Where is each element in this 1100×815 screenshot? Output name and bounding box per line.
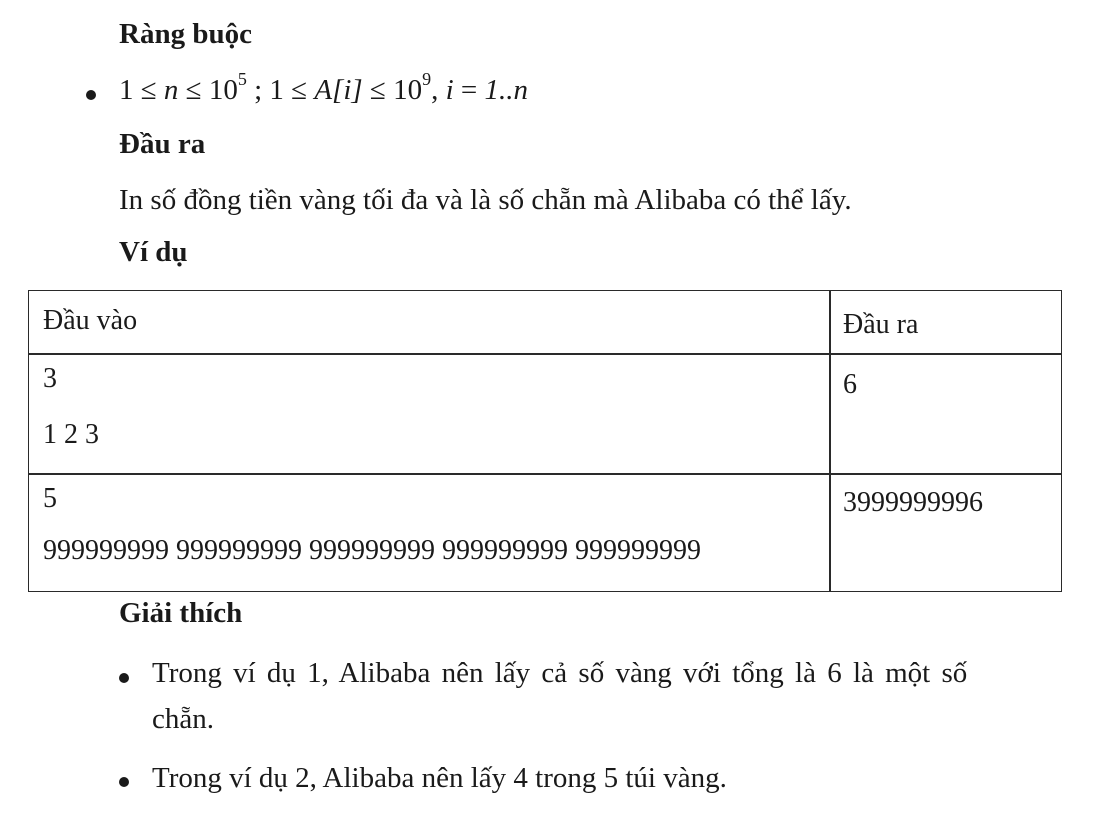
table-row-2-input-line-2: 999999999 999999999 999999999 999999999 999999999 (43, 535, 701, 566)
explanation-bullet-icon (119, 777, 129, 787)
output-description: In số đồng tiền vàng tối đa và là số chẵn mà Alibaba có thể lấy. (119, 184, 852, 216)
formula-exponent: 9 (422, 69, 432, 89)
formula-array: A[i] (314, 74, 363, 106)
table-header-input: Đầu vào (43, 305, 138, 336)
formula-part: = (453, 74, 485, 106)
constraints-bullet-icon (86, 90, 96, 100)
table-row-2-input-line-1: 5 (43, 483, 57, 514)
formula-var-i: i (445, 74, 454, 106)
explanation-item-1-line-2: chẵn. (152, 703, 214, 735)
explanation-bullet-icon (119, 673, 129, 683)
formula-part: ≤ 10 (362, 74, 423, 106)
explanation-item-2: Trong ví dụ 2, Alibaba nên lấy 4 trong 5 túi vàng. (152, 762, 727, 794)
formula-var-n: n (163, 74, 179, 106)
formula-part: ; 1 ≤ (246, 74, 315, 106)
formula-part: ≤ 10 (178, 74, 238, 106)
formula-part: , (431, 74, 446, 106)
table-row-1-output: 6 (843, 369, 857, 400)
output-heading: Đầu ra (119, 128, 206, 160)
constraints-formula (119, 69, 529, 107)
table-row-1-input-line-1: 3 (43, 363, 57, 394)
explanation-heading: Giải thích (119, 597, 243, 629)
constraints-heading: Ràng buộc (119, 18, 252, 50)
table-column-divider (829, 291, 831, 591)
table-header-output: Đầu ra (843, 309, 919, 340)
formula-range: 1..n (484, 74, 529, 106)
table-row-2-output: 3999999996 (843, 487, 983, 518)
formula-exponent: 5 (237, 69, 247, 89)
example-table (28, 290, 1062, 592)
table-header-divider (29, 353, 1061, 355)
table-row-divider (29, 473, 1061, 475)
table-row-1-input-line-2: 1 2 3 (43, 419, 99, 450)
formula-part: 1 ≤ (119, 74, 164, 106)
example-heading: Ví dụ (119, 236, 188, 268)
explanation-item-1-line-1: Trong ví dụ 1, Alibaba nên lấy cả số vàng với tổng là 6 là một số (152, 657, 968, 689)
